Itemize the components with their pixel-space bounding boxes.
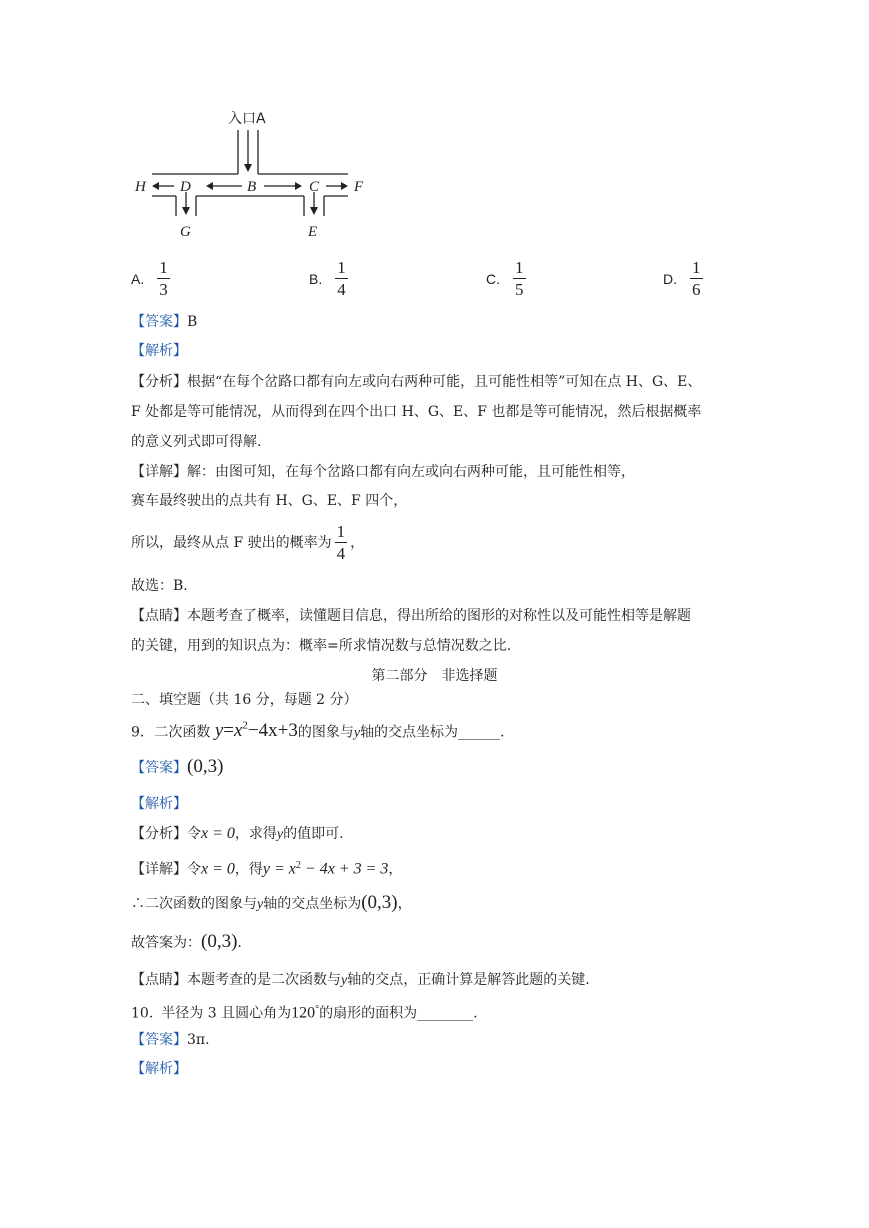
label-c: C [309, 179, 320, 195]
fraction: $\frac{1}{5}$ [515, 258, 524, 299]
label-e: E [308, 224, 318, 240]
q8-analysis-tag: 【解析】 [131, 343, 187, 359]
label-d: D [180, 179, 191, 195]
fraction: $\frac{1}{3}$ [159, 258, 168, 299]
q9-answer: 【答案】(0,3) [131, 756, 224, 777]
label-b: B [247, 179, 257, 195]
q8-fenxi-line3: 的意义列式即可得解. [131, 434, 262, 450]
option-a: A. $\frac{1}{3}$ [131, 258, 168, 299]
q9-detail-line3: 故答案为：(0,3). [131, 931, 242, 952]
label-h: H [135, 179, 146, 195]
fraction: $\frac{1}{6}$ [692, 258, 701, 299]
q8-comment-line1: 【点睛】本题考查了概率，读懂题目信息，得出所给的图形的对称性以及可能性相等是解题 [131, 608, 691, 624]
part2-title: 第二部分 非选择题 [371, 668, 498, 684]
q9-stem: 9. 二次函数 $y=x^2-4x+3$的图象与y轴的交点坐标为______. [131, 720, 505, 742]
q9-detail-line2: ∴二次函数的图象与y轴的交点坐标为(0,3)， [131, 892, 412, 913]
fraction: $\frac{1}{4}$ [337, 258, 346, 299]
label-f: F [354, 179, 364, 195]
q10-stem: 10. 半径为 3 且圆心角为120°的扇形的面积为________. [131, 1004, 478, 1022]
label-entrance: 入口A [228, 111, 266, 127]
q9-comment: 【点睛】本题考查的是二次函数与y轴的交点，正确计算是解答此题的关键. [131, 972, 590, 988]
option-d: D. $\frac{1}{6}$ [663, 258, 701, 299]
q8-detail-line4: 故选：B. [131, 578, 188, 594]
fraction: $\frac{1}{4}$ [336, 522, 346, 563]
q9-detail-line1: 【详解】令x = 0，得$y = x^2 - 4x + 3 = 3$， [131, 860, 403, 878]
q8-comment-line2: 的关键，用到的知识点为：概率=所求情况数与总情况数之比. [131, 638, 512, 654]
q9-fenxi: 【分析】令x = 0，求得y的值即可. [131, 825, 344, 842]
q10-analysis-tag: 【解析】 [131, 1061, 187, 1077]
section2-title: 二、填空题（共 16 分，每题 2 分） [131, 692, 358, 708]
q8-fenxi-line2: F 处都是等可能情况，从而得到在四个出口 H、G、E、F 也都是等可能情况，然后根据概率 [131, 404, 702, 420]
road-diagram [130, 100, 380, 245]
option-b: B. $\frac{1}{4}$ [309, 258, 346, 299]
q8-answer: 【答案】B [131, 314, 198, 330]
option-c: C. $\frac{1}{5}$ [486, 258, 524, 299]
q8-fenxi-line1: 【分析】根据“在每个岔路口都有向左或向右两种可能，且可能性相等”可知在点 H、G、E、 [131, 374, 702, 390]
q8-detail-line2: 赛车最终驶出的点共有 H、G、E、F 四个， [131, 493, 408, 509]
label-g: G [180, 224, 191, 240]
q9-analysis-tag: 【解析】 [131, 796, 187, 812]
q8-detail-line3: 所以，最终从点 F 驶出的概率为 $\frac{1}{4}$ ， [131, 522, 365, 563]
q8-detail-line1: 【详解】解：由图可知，在每个岔路口都有向左或向右两种可能，且可能性相等， [131, 464, 635, 480]
q10-answer: 【答案】3π. [131, 1032, 210, 1048]
